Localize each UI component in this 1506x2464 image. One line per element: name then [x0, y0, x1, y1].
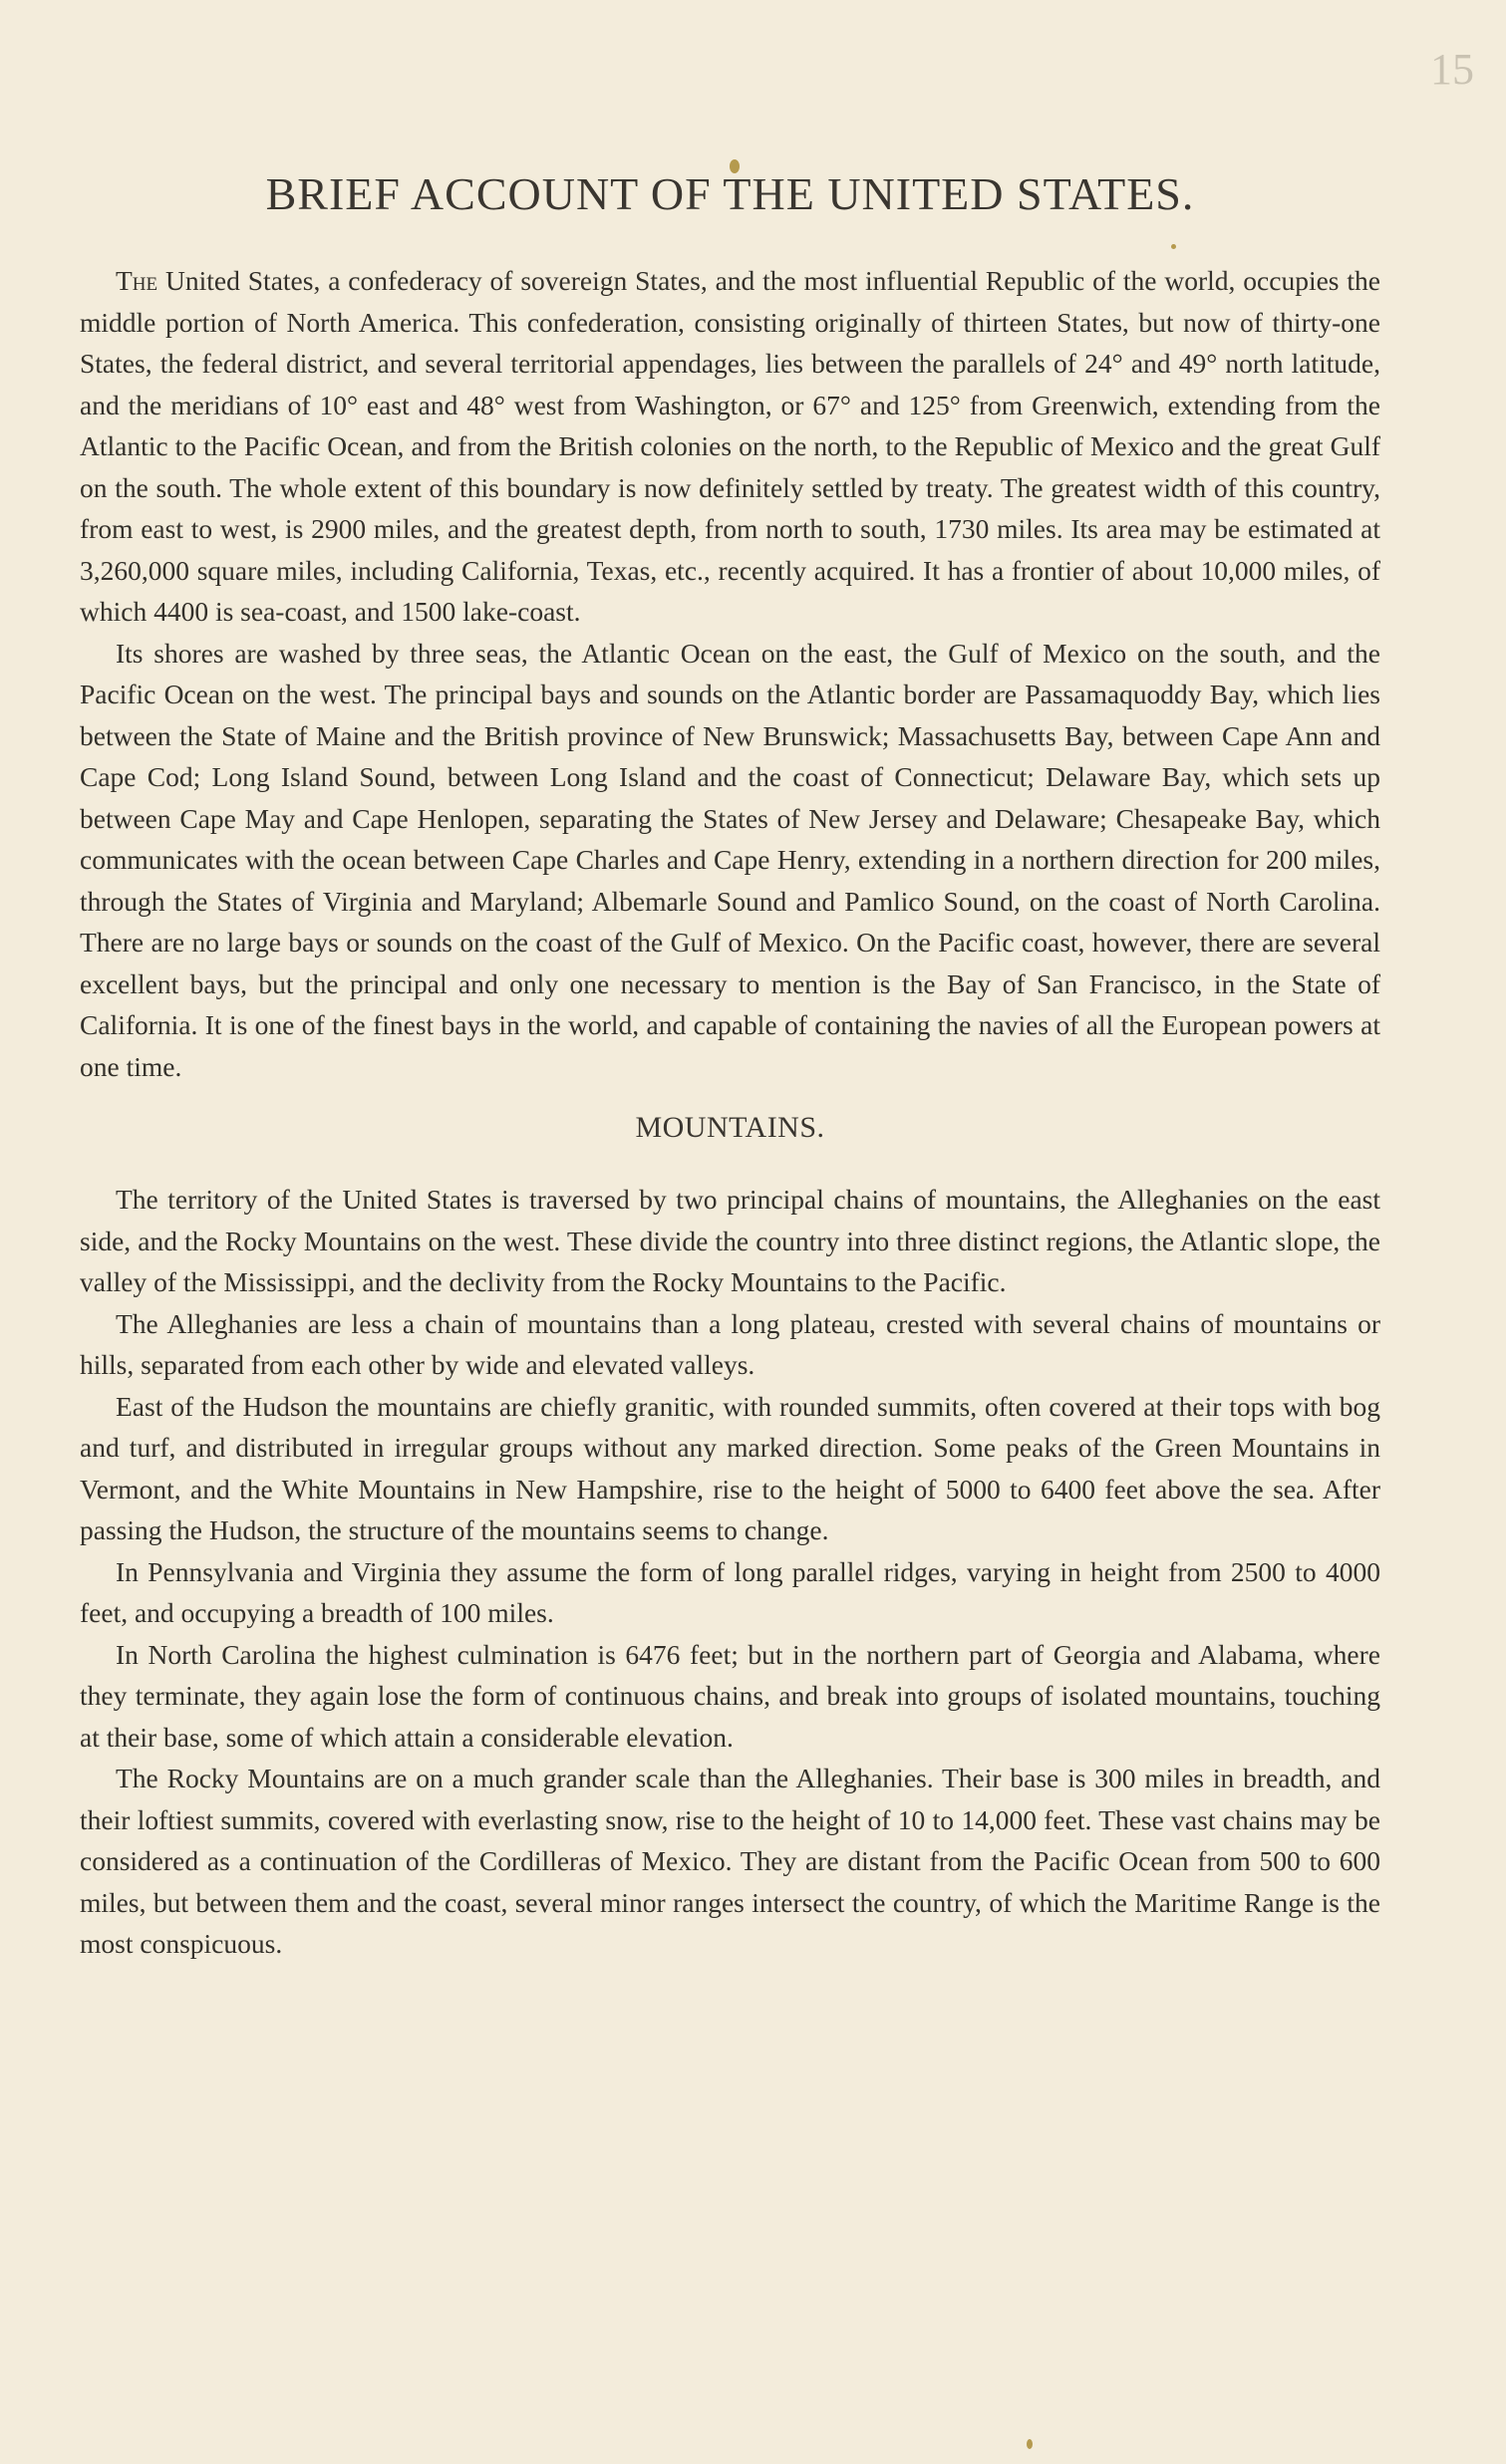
shores-paragraph: Its shores are washed by three seas, the Atlantic Ocean on the east, the Gulf of Mexico on the south, and the Pacific Ocean on the west. The principal bays and sounds on the Atlantic border are Passamaquoddy Bay, which lies between the State of Maine and the British province of New Brunswick; Massachusetts Bay, between Cape Ann and Cape Cod; Long Island Sound, between Long Island and the coast of Connecticut; Delaware Bay, which sets up between Cape May and Cape Henlopen, separating the States of New Jersey and Delaware; Chesapeake Bay, which communicates with the ocean between Cape Charles and Cape Henry, extending in a northern direction for 200 miles, through the States of Virginia and Maryland; Albemarle Sound and Pamlico Sound, on the coast of North Carolina. There are no large bays or sounds on the coast of the Gulf of Mexico. On the Pacific coast, however, there are several excellent bays, but the principal and only one necessary to mention is the Bay of San Francisco, in the State of California. It is one of the finest bays in the world, and capable of containing the navies of all the European powers at one time.	[80, 637, 1380, 1082]
mountains-paragraph: The territory of the United States is traversed by two principal chains of mountains, the Alleghanies on the east side, and the Rocky Mountains on the west. These divide the country into three distinct regions, the Atlantic slope, the valley of the Mississippi, and the declivity from the Rocky Mountains to the Pacific.	[80, 1184, 1380, 1297]
page-number: 15	[1430, 45, 1474, 94]
ink-speck	[1027, 2439, 1033, 2449]
intro-text: United States, a confederacy of sovereign States, and the most influential Republic of the world, occupies the middle portion of North America. This confederation, consisting originally of thirteen States, but now of thirty-one States, the federal district, and several territorial appendages, lies between the parallels of 24° and 49° north latitude, and the meridians of 10° east and 48° west from Washington, or 67° and 125° from Greenwich, extending from the Atlantic to the Pacific Ocean, and from the British colonies on the north, to the Republic of Mexico and the great Gulf on the south. The whole extent of this boundary is now definitely settled by treaty. The greatest width of this country, from east to west, is 2900 miles, and the greatest depth, from north to south, 1730 miles. Its area may be estimated at 3,260,000 square miles, including California, Texas, etc., recently acquired. It has a frontier of about 10,000 miles, of which 4400 is sea-coast, and 1500 lake-coast.	[80, 265, 1380, 627]
mountains-paragraph: The Alleghanies are less a chain of mountains than a long plateau, crested with several chains of mountains or hills, separated from each other by wide and elevated valleys.	[80, 1307, 1380, 1380]
page-title: BRIEF ACCOUNT OF THE UNITED STATES.	[265, 168, 1195, 219]
mountains-paragraph: East of the Hudson the mountains are chiefly granitic, with rounded summits, often covered at their tops with bog and turf, and distributed in irregular groups without any marked direction. Some peaks of the Green Mountains in Vermont, and the White Mountains in New Hampshire, rise to the height of 5000 to 6400 feet above the sea. After passing the Hudson, the structure of the mountains seems to change.	[80, 1390, 1380, 1545]
mountains-heading: MOUNTAINS.	[635, 1111, 825, 1144]
mountains-paragraph: In Pennsylvania and Virginia they assume the form of long parallel ridges, varying in height from 2500 to 4000 feet, and occupying a breadth of 100 miles.	[80, 1555, 1380, 1628]
intro-lead-word: The	[116, 265, 158, 296]
mountains-paragraph: In North Carolina the highest culmination is 6476 feet; but in the northern part of Georgia and Alabama, where they terminate, they again lose the form of continuous chains, and break into groups of isolated mountains, touching at their base, some of which attain a considerable elevation.	[80, 1638, 1380, 1753]
mountains-paragraph: The Rocky Mountains are on a much grander scale than the Alleghanies. Their base is 300 miles in breadth, and their loftiest summits, covered with everlasting snow, rise to the height of 10 to 14,000 feet. These vast chains may be considered as a continuation of the Cordilleras of Mexico. They are distant from the Pacific Ocean from 500 to 600 miles, but between them and the coast, several minor ranges intersect the country, of which the Maritime Range is the most conspicuous.	[80, 1763, 1380, 1959]
page-content	[80, 167, 1380, 1965]
intro-paragraph	[80, 260, 1380, 633]
